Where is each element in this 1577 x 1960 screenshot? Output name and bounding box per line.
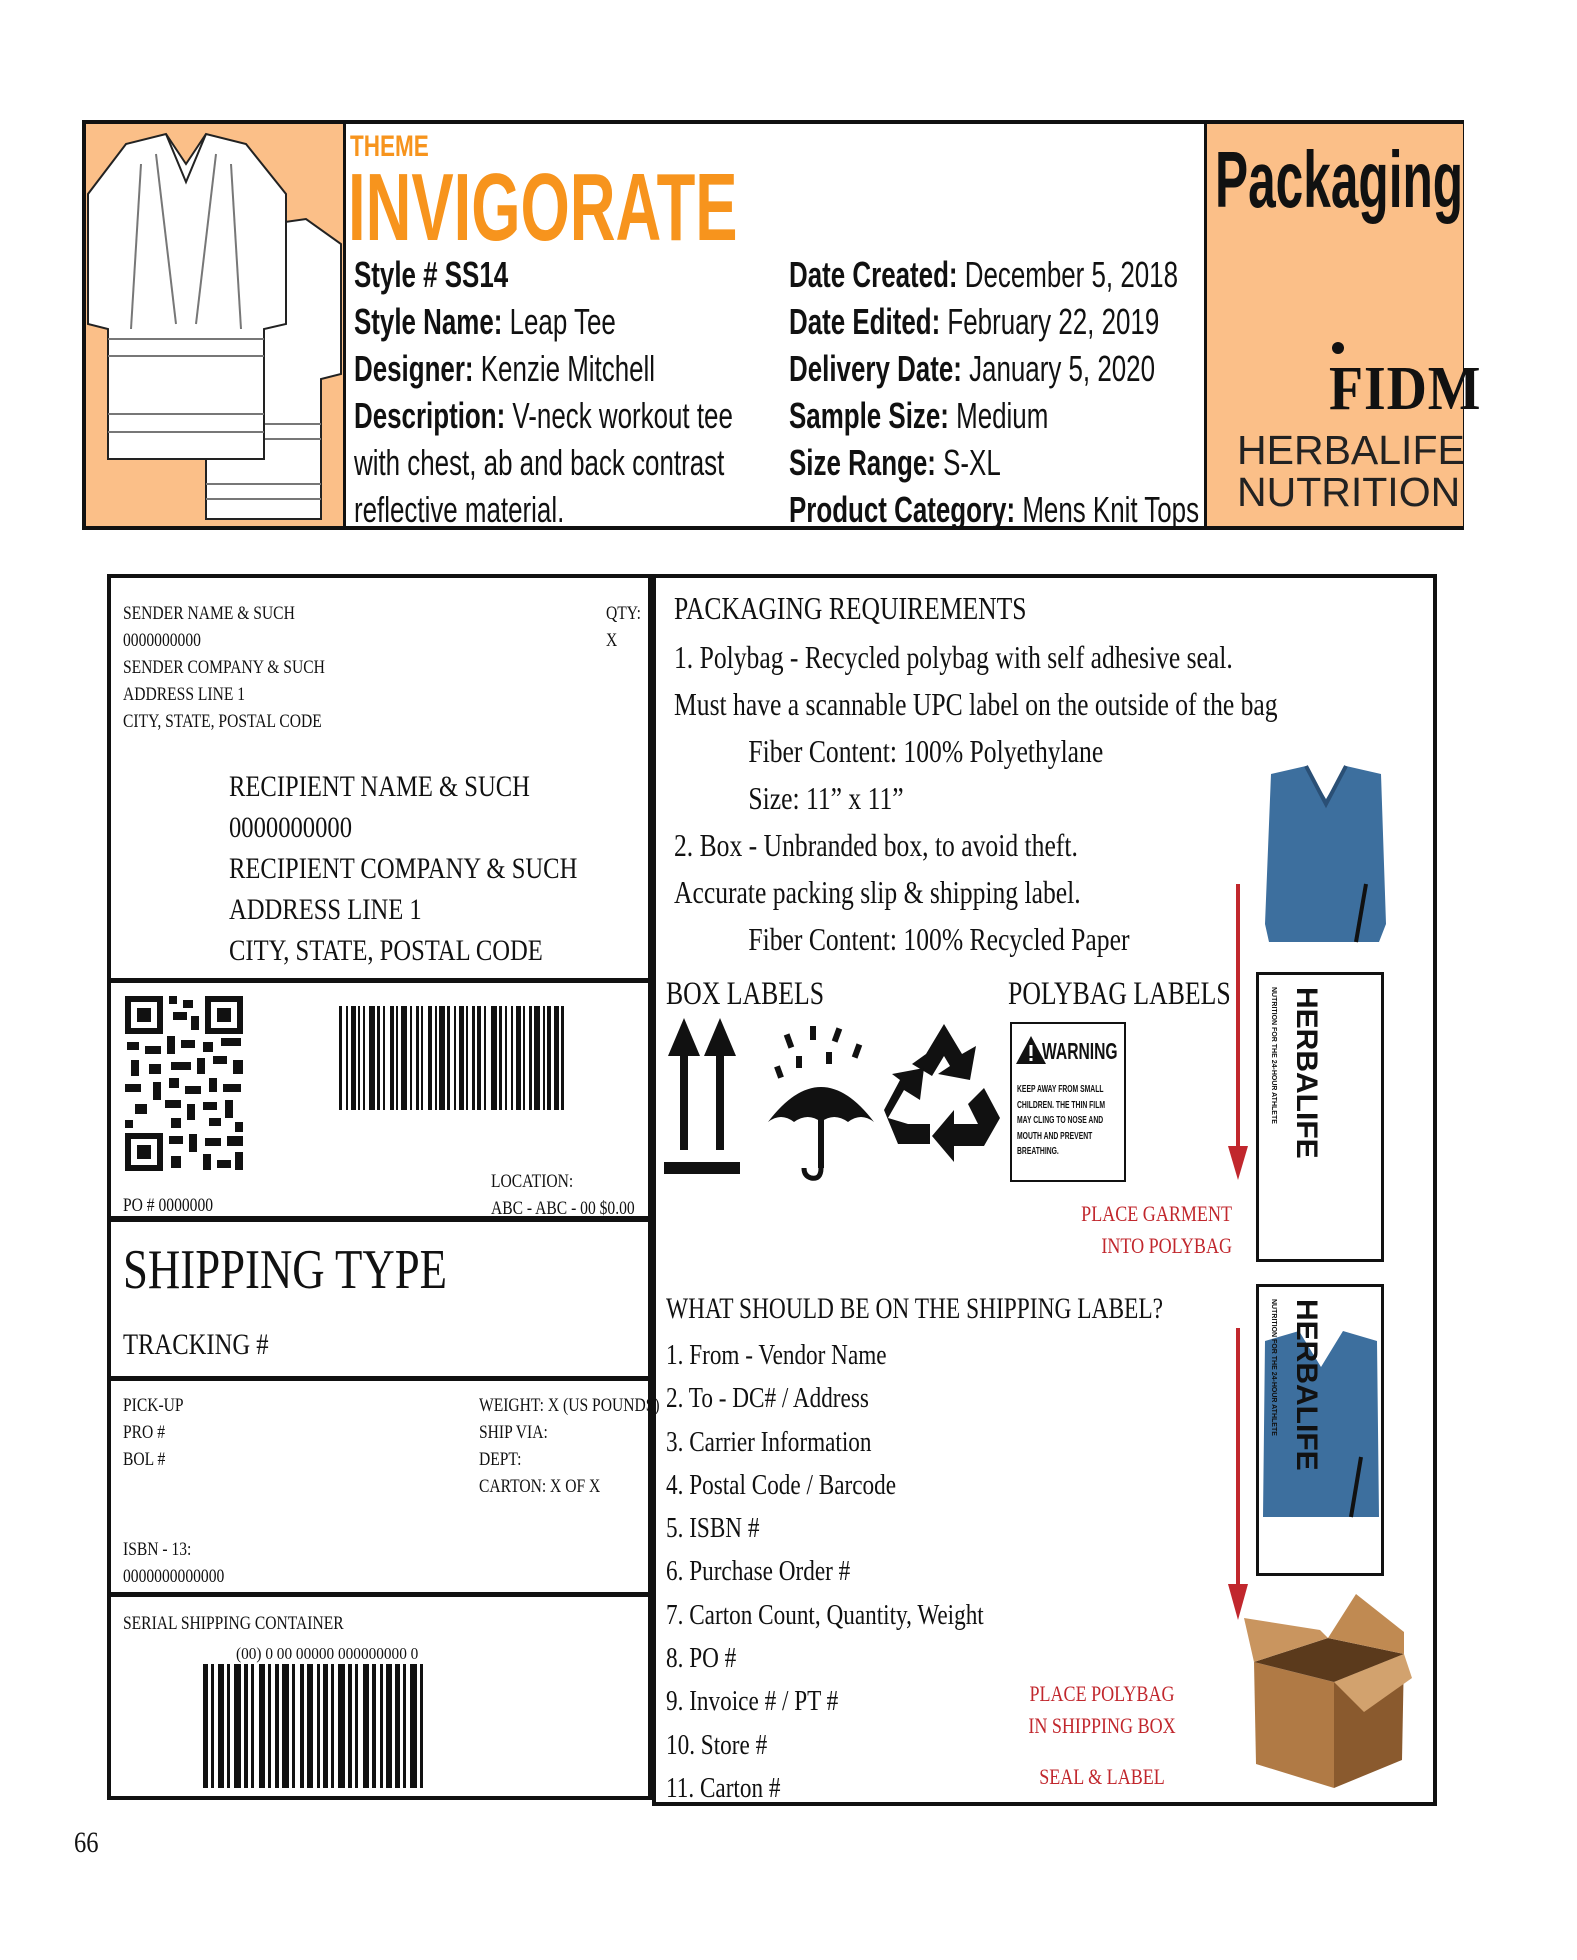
list-item: 5. ISBN #: [666, 1512, 760, 1545]
barcode-bar: [338, 1664, 345, 1788]
isbn-value: 0000000000000: [123, 1566, 225, 1587]
barcode-bar: [317, 1664, 320, 1788]
field-label: Description:: [354, 395, 506, 436]
field-label: Product Category:: [789, 489, 1016, 530]
requirement-line: Fiber Content: 100% Recycled Paper: [748, 921, 1130, 957]
divider: [111, 1592, 648, 1597]
field-value: December 5, 2018: [957, 254, 1178, 295]
warning-label: [1010, 1022, 1126, 1182]
polybag-labels-title: POLYBAG LABELS: [1008, 976, 1231, 1012]
sender-line: CITY, STATE, POSTAL CODE: [123, 711, 322, 732]
warning-text: [1017, 1082, 1105, 1160]
pickup-block: [123, 1392, 184, 1473]
qty-label: QTY:: [606, 603, 641, 624]
serial-label: SERIAL SHIPPING CONTAINER: [123, 1613, 344, 1634]
field-value: February 22, 2019: [940, 301, 1160, 342]
divider: [111, 978, 648, 983]
location-block: [491, 1168, 635, 1222]
barcode-bar: [472, 1006, 475, 1110]
field-sample-size: [789, 392, 1199, 439]
warning-text-line: KEEP AWAY FROM SMALL: [1017, 1084, 1104, 1095]
description-line: reflective material.: [354, 489, 565, 530]
barcode-bar: [339, 1006, 342, 1110]
sender-line: 0000000000: [123, 630, 201, 651]
fidm-dot-icon: [1332, 342, 1344, 354]
note-polybag-into-box: [995, 1678, 1208, 1742]
warning-title: WARNING: [1042, 1038, 1118, 1064]
barcode-bar: [251, 1664, 254, 1788]
barcode-bar: [543, 1006, 545, 1110]
herbalife-logo: [1237, 429, 1465, 513]
barcode-bar: [259, 1664, 265, 1788]
sender-line: SENDER COMPANY & SUCH: [123, 657, 325, 678]
note-seal-label: SEAL & LABEL: [1039, 1764, 1165, 1789]
box-labels-title: BOX LABELS: [666, 976, 825, 1012]
pickup-line: PRO #: [123, 1422, 165, 1443]
barcode-bar: [477, 1006, 481, 1110]
divider: [111, 1216, 648, 1222]
field-value: January 5, 2020: [961, 348, 1155, 389]
herbalife-logo-line: HERBALIFE: [1237, 427, 1465, 473]
barcode-bar: [355, 1664, 358, 1788]
field-value: S-XL: [935, 442, 1001, 483]
barcode-bar: [363, 1664, 369, 1788]
barcode-bar: [307, 1664, 313, 1788]
list-item: 8. PO #: [666, 1642, 737, 1675]
barcode-bar: [363, 1006, 365, 1110]
weight-line: CARTON: X OF X: [479, 1476, 601, 1497]
barcode-bar: [505, 1006, 507, 1110]
list-item: 4. Postal Code / Barcode: [666, 1468, 897, 1501]
list-item: 10. Store #: [666, 1728, 768, 1761]
theme-name: INVIGORATE: [348, 154, 738, 261]
barcode-bar: [383, 1006, 385, 1110]
barcode-bar: [421, 1006, 423, 1110]
shipping-label-items: [666, 1334, 984, 1810]
warning-text-line: MAY CLING TO NOSE AND: [1017, 1115, 1104, 1126]
barcode-bar: [410, 1006, 412, 1110]
field-description: [354, 392, 733, 439]
barcode-bar: [386, 1664, 392, 1788]
bag-print-sub: NUTRITION FOR THE 24-HOUR ATHLETE: [1270, 987, 1277, 1124]
field-value: Mens Knit Tops: [1015, 489, 1200, 530]
list-item: 1. From - Vendor Name: [666, 1339, 887, 1371]
note-line: INTO POLYBAG: [1101, 1233, 1232, 1258]
sender-line: ADDRESS LINE 1: [123, 684, 246, 705]
barcode-bar: [403, 1664, 406, 1788]
barcode-bar: [428, 1006, 432, 1110]
barcode-bar: [420, 1664, 423, 1788]
recycle-icon: [884, 1014, 1004, 1184]
bag-print-sub: NUTRITION FOR THE 24-HOUR ATHLETE: [1270, 1299, 1277, 1436]
field-product-category: [789, 486, 1199, 533]
tee-flat-sketch-icon: [86, 124, 343, 526]
barcode-bar: [401, 1006, 407, 1110]
theme-label: THEME: [350, 130, 429, 163]
list-item: 7. Carton Count, Quantity, Weight: [666, 1598, 984, 1631]
right-field-list: [789, 251, 1199, 533]
isbn-block: [123, 1536, 224, 1590]
section-title: Packaging: [1215, 135, 1464, 224]
barcode-bar: [416, 1006, 419, 1110]
field-label: Date Edited:: [789, 301, 941, 342]
po-number: PO # 0000000: [123, 1195, 214, 1216]
blue-tee-photo-icon: [1261, 764, 1391, 944]
shipping-box-photo-icon: [1244, 1592, 1414, 1792]
fidm-logo: FIDM: [1329, 355, 1482, 423]
sender-block: [123, 600, 325, 735]
barcode-bar: [396, 1006, 398, 1110]
shipping-label-title: WHAT SHOULD BE ON THE SHIPPING LABEL?: [666, 1292, 1164, 1325]
note-line: IN SHIPPING BOX: [1028, 1713, 1176, 1738]
barcode-bar: [234, 1664, 241, 1788]
barcode-bar: [351, 1006, 356, 1110]
barcode-bar: [377, 1006, 380, 1110]
barcode-bar: [372, 1664, 376, 1788]
herbalife-logo-line: NUTRITION: [1237, 469, 1461, 515]
field-label: Style # SS14: [354, 254, 509, 295]
description-line: with chest, ab and back contrast: [354, 442, 725, 483]
warning-text-line: BREATHING.: [1017, 1146, 1059, 1157]
field-value: Kenzie Mitchell: [473, 348, 656, 389]
list-item: 3. Carrier Information: [666, 1425, 872, 1458]
location-value: ABC - ABC - 00 $0.00: [491, 1198, 635, 1219]
barcode-bar: [499, 1006, 502, 1110]
field-label: Style Name:: [354, 301, 503, 342]
packaging-panel: [1204, 124, 1482, 526]
requirements-title: PACKAGING REQUIREMENTS: [674, 590, 1027, 626]
barcode-bar: [358, 1006, 360, 1110]
barcode-bar: [348, 1664, 352, 1788]
note-line: PLACE GARMENT: [1081, 1201, 1232, 1226]
barcode-bar: [218, 1664, 224, 1788]
this-way-up-icon: [664, 1018, 744, 1178]
weight-line: WEIGHT: X (US POUNDS): [479, 1395, 660, 1416]
weight-line: DEPT:: [479, 1449, 522, 1470]
pickup-line: PICK-UP: [123, 1395, 184, 1416]
weight-block: [479, 1392, 660, 1500]
field-style-name: [354, 298, 733, 345]
requirement-line: 2. Box - Unbranded box, to avoid theft.: [674, 827, 1078, 863]
barcode-bar: [211, 1664, 214, 1788]
weight-line: SHIP VIA:: [479, 1422, 548, 1443]
barcode-bar: [523, 1006, 525, 1110]
tracking-number: TRACKING #: [123, 1328, 269, 1361]
keep-dry-umbrella-icon: [766, 1022, 876, 1182]
field-label: Sample Size:: [789, 395, 949, 436]
bag-print-main: HERBALIFE: [1290, 987, 1323, 1159]
sender-line: SENDER NAME & SUCH: [123, 603, 295, 624]
barcode-bar: [369, 1006, 375, 1110]
field-style-number: [354, 251, 733, 298]
spec-header: [82, 120, 1482, 530]
divider: [111, 1376, 648, 1381]
serial-digits: (00) 0 00 00000 000000000 0: [236, 1644, 419, 1663]
sample-shipping-label: [107, 574, 660, 1800]
polybag-print-preview: [1256, 972, 1384, 1262]
barcode-bar: [410, 1664, 417, 1788]
barcode-bar: [203, 1664, 208, 1788]
recipient-line: 0000000000: [229, 811, 352, 844]
list-item: 11. Carton #: [666, 1771, 781, 1804]
recipient-line: CITY, STATE, POSTAL CODE: [229, 934, 543, 967]
polybag-with-garment-preview: [1256, 1284, 1384, 1576]
list-item: 9. Invoice # / PT #: [666, 1685, 839, 1718]
recipient-block: [229, 766, 577, 971]
list-item: 6. Purchase Order #: [666, 1555, 851, 1588]
barcode-bar: [511, 1006, 513, 1110]
red-down-arrow-icon: [1226, 1328, 1250, 1628]
barcode-bar: [529, 1006, 532, 1110]
upc-barcode-icon: [339, 1006, 607, 1110]
barcode-bar: [547, 1006, 551, 1110]
barcode-bar: [516, 1006, 521, 1110]
field-date-edited: [789, 298, 1199, 345]
bag-print-main: HERBALIFE: [1290, 1299, 1323, 1471]
packaging-requirements-panel: [652, 574, 1437, 1806]
requirements-list: [674, 634, 1278, 963]
requirement-line: Size: 11” x 11”: [748, 780, 904, 816]
note-line: PLACE POLYBAG: [1029, 1681, 1175, 1706]
barcode-bar: [554, 1006, 559, 1110]
barcode-bar: [454, 1006, 456, 1110]
qty-block: [606, 600, 641, 654]
barcode-bar: [484, 1006, 486, 1110]
barcode-bar: [390, 1006, 394, 1110]
barcode-bar: [439, 1006, 445, 1110]
barcode-bar: [380, 1664, 383, 1788]
field-designer: [354, 345, 733, 392]
barcode-bar: [466, 1006, 468, 1110]
barcode-bar: [491, 1006, 497, 1110]
field-delivery-date: [789, 345, 1199, 392]
barcode-bar: [395, 1664, 400, 1788]
field-label: Designer:: [354, 348, 474, 389]
barcode-bar: [292, 1664, 295, 1788]
barcode-bar: [300, 1664, 304, 1788]
qr-code-icon: [125, 996, 245, 1171]
garment-flat-panel: [86, 124, 346, 526]
barcode-bar: [227, 1664, 230, 1788]
warning-text-line: CHILDREN. THE THIN FILM: [1017, 1099, 1106, 1111]
barcode-bar: [561, 1006, 564, 1110]
warning-text-line: MOUTH AND PREVENT: [1017, 1130, 1093, 1142]
barcode-bar: [534, 1006, 540, 1110]
barcode-bar: [435, 1006, 437, 1110]
list-item: 2. To - DC# / Address: [666, 1382, 869, 1415]
field-date-created: [789, 251, 1199, 298]
pickup-line: BOL #: [123, 1449, 166, 1470]
barcode-bar: [275, 1664, 279, 1788]
shipping-type: SHIPPING TYPE: [123, 1239, 448, 1301]
page-number: 66: [74, 1826, 99, 1859]
field-label: Delivery Date:: [789, 348, 962, 389]
isbn-label: ISBN - 13:: [123, 1539, 192, 1560]
serial-barcode-icon: [203, 1664, 535, 1788]
barcode-bar: [346, 1006, 348, 1110]
field-value: Medium: [948, 395, 1049, 436]
barcode-bar: [268, 1664, 271, 1788]
left-field-list: [354, 251, 733, 533]
location-label: LOCATION:: [491, 1171, 574, 1192]
field-label: Size Range:: [789, 442, 936, 483]
field-size-range: [789, 439, 1199, 486]
note-garment-into-polybag: [1052, 1198, 1232, 1262]
requirement-line: Fiber Content: 100% Polyethylane: [748, 733, 1104, 769]
requirement-line: Must have a scannable UPC label on the outside of the bag: [674, 686, 1278, 722]
red-down-arrow-icon: [1226, 884, 1250, 1184]
requirement-line: Accurate packing slip & shipping label.: [674, 874, 1081, 910]
barcode-bar: [323, 1664, 328, 1788]
field-value: V-neck workout tee: [505, 395, 733, 436]
barcode-bar: [331, 1664, 334, 1788]
barcode-bar: [244, 1664, 248, 1788]
barcode-bar: [459, 1006, 464, 1110]
recipient-line: RECIPIENT COMPANY & SUCH: [229, 852, 578, 885]
barcode-bar: [447, 1006, 450, 1110]
requirement-line: 1. Polybag - Recycled polybag with self adhesive seal.: [674, 639, 1233, 675]
recipient-line: RECIPIENT NAME & SUCH: [229, 770, 530, 803]
qty-value: X: [606, 630, 618, 651]
recipient-line: ADDRESS LINE 1: [229, 893, 422, 926]
barcode-bar: [282, 1664, 289, 1788]
field-value: Leap Tee: [502, 301, 616, 342]
field-label: Date Created:: [789, 254, 958, 295]
